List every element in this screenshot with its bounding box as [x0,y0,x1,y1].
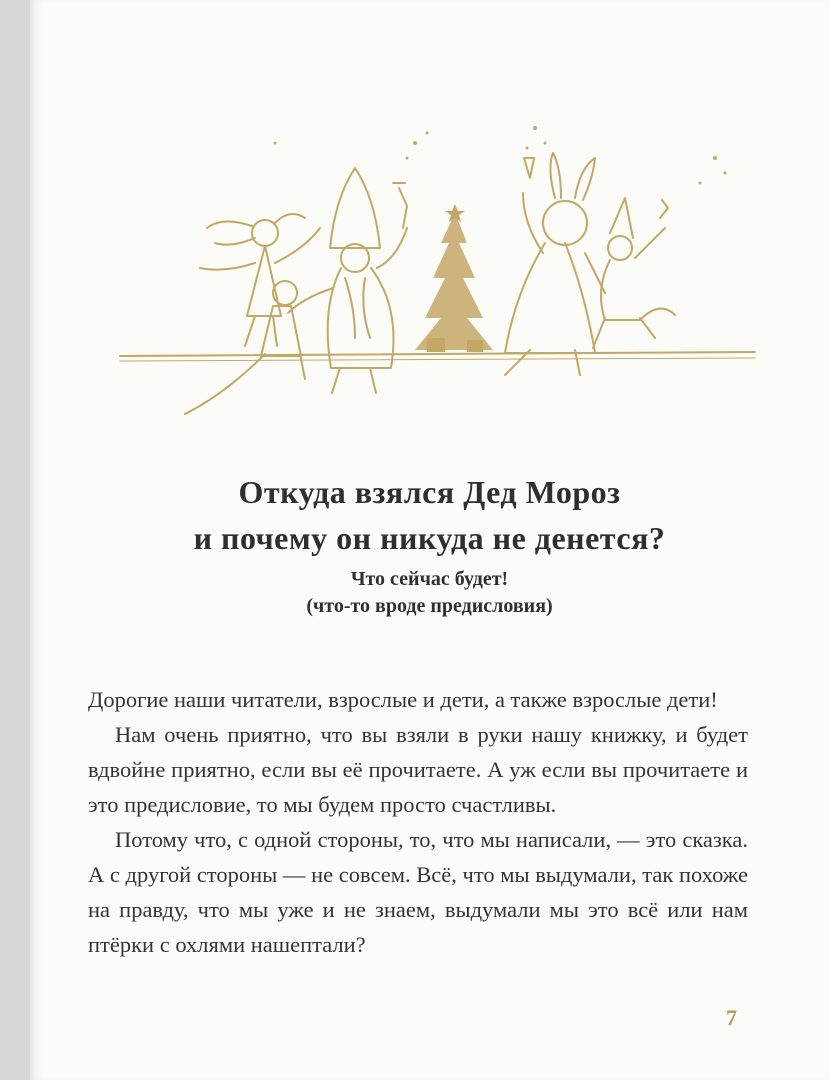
paragraph-2: Нам очень приятно, что вы взяли в руки нашу книжку, и будет вдвойне приятно, если вы её прочитаете. А уж если вы прочитаете и это предисловие, то мы будем просто счастливы. [88,722,748,817]
body-text [88,682,748,962]
subtitle-line-2: (что-то вроде предисловия) [306,595,553,617]
girl-figure [200,214,320,346]
subtitle-line-1: Что сейчас будет! [350,568,509,590]
child-figure [185,281,305,414]
page-number: 7 [726,1005,737,1030]
paragraph-1: Дорогие наши читатели, взрослые и дети, а также взрослые дети! [88,687,718,712]
chapter-title-line-1: Откуда взялся Дед Мороз [238,474,621,510]
bunny-figure [505,153,605,375]
book-page [30,0,829,1080]
new-year-party-illustration [115,118,760,438]
gnome-figure [593,198,675,348]
sparkles [274,126,727,185]
paragraph-3: Потому что, с одной стороны, то, что мы написали, — это сказка. А с другой стороны — не совсем. Всё, что мы выдумали, так похоже на правду, что мы уже и не знаем, выдумали мы это всё или нам птёрки с охлями нашептали? [88,827,748,957]
chapter-title-line-2: и почему он никуда не денется? [193,520,666,556]
christmas-tree [415,204,493,352]
